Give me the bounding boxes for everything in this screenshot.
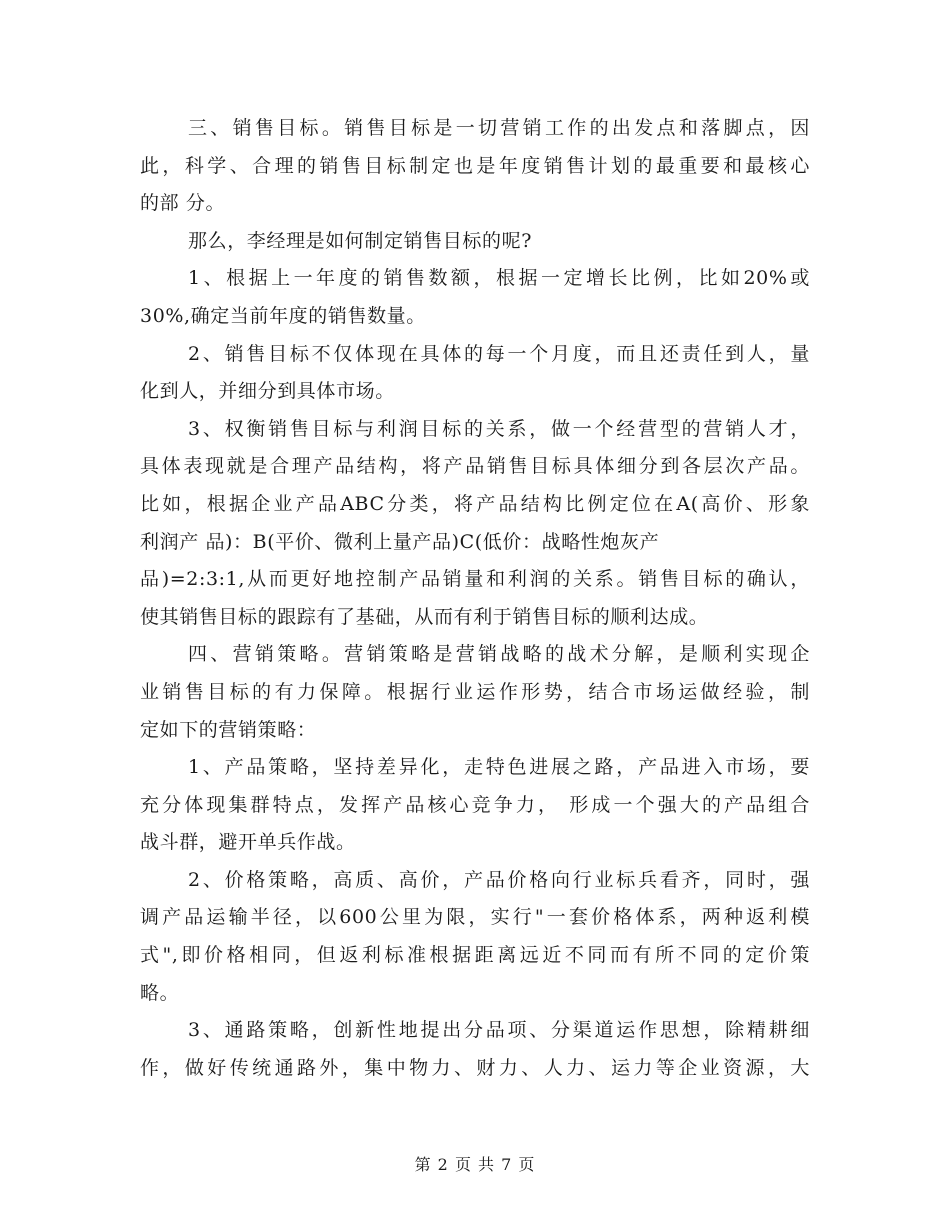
text-line: 三、销售目标。销售目标是一切营销工作的出发点和落脚点，因 <box>188 117 810 139</box>
text-line: 此，科学、合理的销售目标制定也是年度销售计划的最重要和最核心 <box>140 154 810 177</box>
text-line: 略。 <box>140 981 180 1004</box>
text-line: 使其销售目标的跟踪有了基础，从而有利于销售目标的顺利达成。 <box>140 605 709 628</box>
text-line: 1、产品策略，坚持差异化，走特色进展之路，产品进入市场，要 <box>188 756 810 779</box>
page-footer: 第 2 页 共 7 页 <box>414 1155 536 1174</box>
text-line: 充分体现集群特点，发挥产品核心竞争力， 形成一个强大的产品组合 <box>140 793 810 816</box>
text-line: 2、价格策略，高质、高价，产品价格向行业标兵看齐，同时，强 <box>188 868 810 891</box>
text-line: 利润产 品)：B(平价、微利上量产品)C(低价：战略性炮灰产 <box>140 530 660 553</box>
text-line: 业销售目标的有力保障。根据行业运作形势，结合市场运做经验，制 <box>140 680 810 703</box>
text-line: 品)=2:3:1,从而更好地控制产品销量和利润的关系。销售目标的确认， <box>140 568 810 591</box>
text-line: 四、营销策略。营销策略是营销战略的战术分解，是顺利实现企 <box>188 643 810 666</box>
text-line: 1、根据上一年度的销售数额，根据一定增长比例，比如20%或 <box>188 267 810 290</box>
text-line: 作，做好传统通路外，集中物力、财力、人力、运力等企业资源，大 <box>140 1056 810 1079</box>
text-line: 3、权衡销售目标与利润目标的关系，做一个经营型的营销人才， <box>188 417 810 440</box>
text-line: 定如下的营销策略： <box>140 718 317 741</box>
text-line: 3、通路策略，创新性地提出分品项、分渠道运作思想，除精耕细 <box>188 1019 810 1042</box>
text-line: 2、销售目标不仅体现在具体的每一个月度，而且还责任到人，量 <box>188 342 810 365</box>
text-line: 那么，李经理是如何制定销售目标的呢? <box>188 229 532 252</box>
text-line: 式",即价格相同，但返利标准根据距离远近不同而有所不同的定价策 <box>140 944 810 967</box>
text-line: 具体表现就是合理产品结构，将产品销售目标具体细分到各层次产品。 <box>140 455 810 478</box>
text-line: 化到人，并细分到具体市场。 <box>140 380 395 403</box>
text-line: 30%,确定当前年度的销售数量。 <box>140 304 426 327</box>
text-line: 战斗群，避开单兵作战。 <box>140 831 356 854</box>
text-line: 比如，根据企业产品ABC分类，将产品结构比例定位在A(高价、形象 <box>140 492 810 515</box>
text-line: 调产品运输半径，以600公里为限，实行"一套价格体系，两种返利模 <box>140 906 810 929</box>
document-body <box>140 110 810 1087</box>
text-line: 的部 分。 <box>140 192 226 215</box>
